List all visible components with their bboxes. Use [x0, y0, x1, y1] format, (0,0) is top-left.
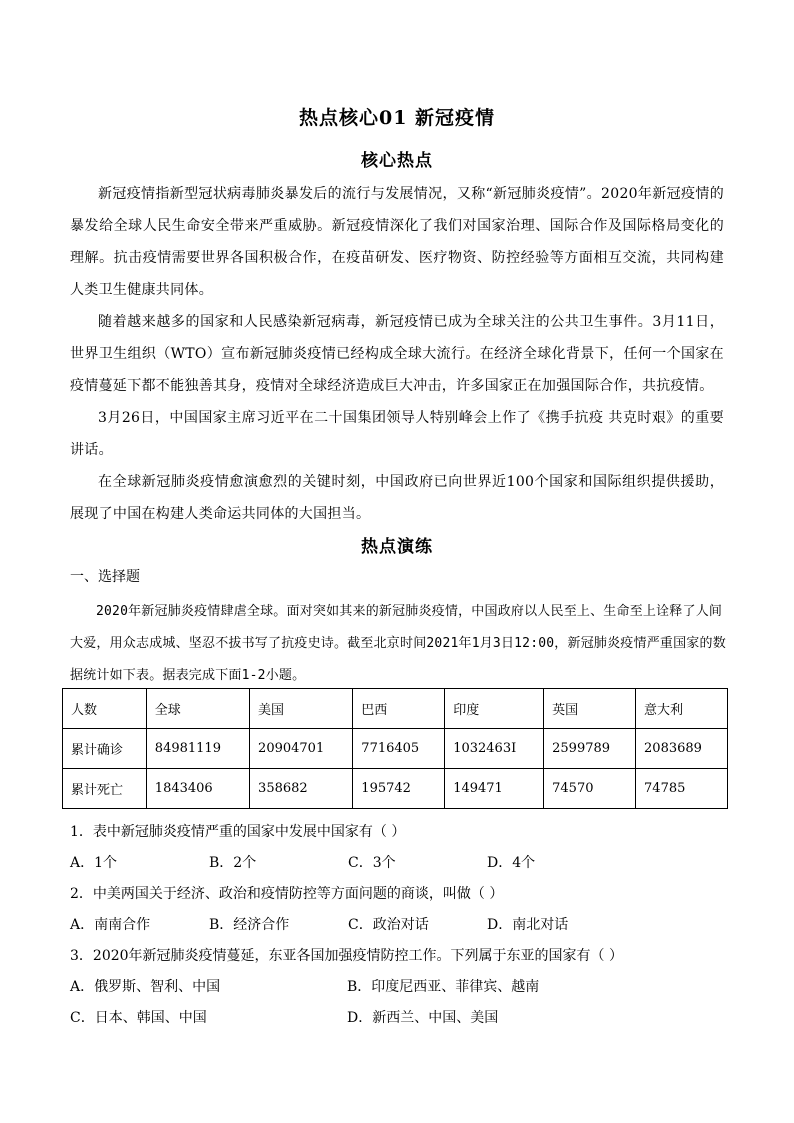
question-list — [70, 817, 730, 1034]
question-1-options — [70, 848, 730, 879]
table-header-cell: 印度 — [445, 689, 544, 729]
table-cell: 358682 — [250, 769, 353, 809]
table-cell: 2599789 — [544, 729, 636, 769]
option-b: B．经济合作 — [209, 917, 290, 933]
table-cell: 1843406 — [146, 769, 249, 809]
question-2: 2．中美两国关于经济、政治和疫情防控等方面问题的商谈，叫做（ ） — [70, 886, 504, 902]
table-header-cell: 英国 — [544, 689, 636, 729]
option-a: A．南南合作 — [70, 917, 151, 933]
stem-text: 2020年新冠肺炎疫情肆虐全球。面对突如其来的新冠肺炎疫情，中国政府以人民至上、生命至上诠释了人间大爱，用众志成城、坚忍不拔书写了抗疫史诗。截至北京时间2021年1月3日12:00，新冠肺炎疫情严重国家的数据统计如下表。据表完成下面1-2小题。 — [70, 604, 726, 683]
option-a: A．1个 — [70, 855, 118, 871]
question-2-options — [70, 910, 730, 941]
option-a: A．俄罗斯、智利、中国 — [70, 979, 221, 995]
table-row — [63, 729, 728, 769]
table-cell: 20904701 — [250, 729, 353, 769]
paragraph: 3月26日，中国国家主席习近平在二十国集团领导人特别峰会上作了《携手抗疫 共克时艰》的重要讲话。 — [70, 410, 724, 458]
paragraph: 新冠疫情指新型冠状病毒肺炎暴发后的流行与发展情况，又称“新冠肺炎疫情”。2020年新冠疫情的暴发给全球人民生命安全带来严重威胁。新冠疫情深化了我们对国家治理、国际合作及国际格局变化的理解。抗击疫情需要世界各国积极合作，在疫苗研发、医疗物资、防控经验等方面相互交流，共同构建人类卫生健康共同体。 — [70, 186, 724, 298]
paragraph: 随着越来越多的国家和人民感染新冠病毒，新冠疫情已成为全球关注的公共卫生事件。3月11日，世界卫生组织（WTO）宣布新冠肺炎疫情已经构成全球大流行。在经济全球化背景下，任何一个国家在疫情蔓延下都不能独善其身，疫情对全球经济造成巨大冲击，许多国家正在加强国际合作，共抗疫情。 — [70, 314, 724, 394]
question-3-options-row1 — [70, 972, 730, 1003]
table-cell: 7716405 — [353, 729, 445, 769]
table-cell: 累计确诊 — [63, 729, 147, 769]
option-c: C．政治对话 — [348, 917, 429, 933]
table-cell: 84981119 — [146, 729, 249, 769]
table-cell: 累计死亡 — [63, 769, 147, 809]
option-b: B．2个 — [209, 855, 257, 871]
table-header-cell: 全球 — [146, 689, 249, 729]
option-d: D．新西兰、中国、美国 — [347, 1010, 499, 1026]
option-d: D．南北对话 — [487, 917, 569, 933]
table-cell: 195742 — [353, 769, 445, 809]
table-header-cell: 意大利 — [636, 689, 728, 729]
part-label: 一、选择题 — [70, 569, 140, 585]
question-stem — [70, 596, 730, 692]
section-heading-core: 核心热点 — [361, 151, 433, 171]
table-cell: 2083689 — [636, 729, 728, 769]
option-d: D．4个 — [487, 855, 536, 871]
question-1: 1．表中新冠肺炎疫情严重的国家中发展中国家有（ ） — [70, 824, 406, 840]
table-cell: 149471 — [445, 769, 544, 809]
table-header-cell: 人数 — [63, 689, 147, 729]
table-cell: 74785 — [636, 769, 728, 809]
table-header-cell: 美国 — [250, 689, 353, 729]
question-3: 3．2020年新冠肺炎疫情蔓延，东亚各国加强疫情防控工作。下列属于东亚的国家有（ ） — [70, 948, 623, 964]
page-title: 热点核心01 新冠疫情 — [298, 107, 496, 129]
option-b: B．印度尼西亚、菲律宾、越南 — [347, 979, 540, 995]
table-header-row — [63, 689, 728, 729]
question-3-options-row2 — [70, 1003, 730, 1034]
intro-text — [70, 178, 724, 530]
table-cell: 74570 — [544, 769, 636, 809]
paragraph: 在全球新冠肺炎疫情愈演愈烈的关键时刻，中国政府已向世界近100个国家和国际组织提供援助，展现了中国在构建人类命运共同体的大国担当。 — [70, 474, 724, 522]
table-row — [63, 769, 728, 809]
table-cell: 1032463I — [445, 729, 544, 769]
statistics-table — [62, 688, 728, 809]
section-heading-practice: 热点演练 — [361, 537, 433, 557]
option-c: C．3个 — [348, 855, 396, 871]
table-header-cell: 巴西 — [353, 689, 445, 729]
option-c: C．日本、韩国、中国 — [70, 1010, 207, 1026]
